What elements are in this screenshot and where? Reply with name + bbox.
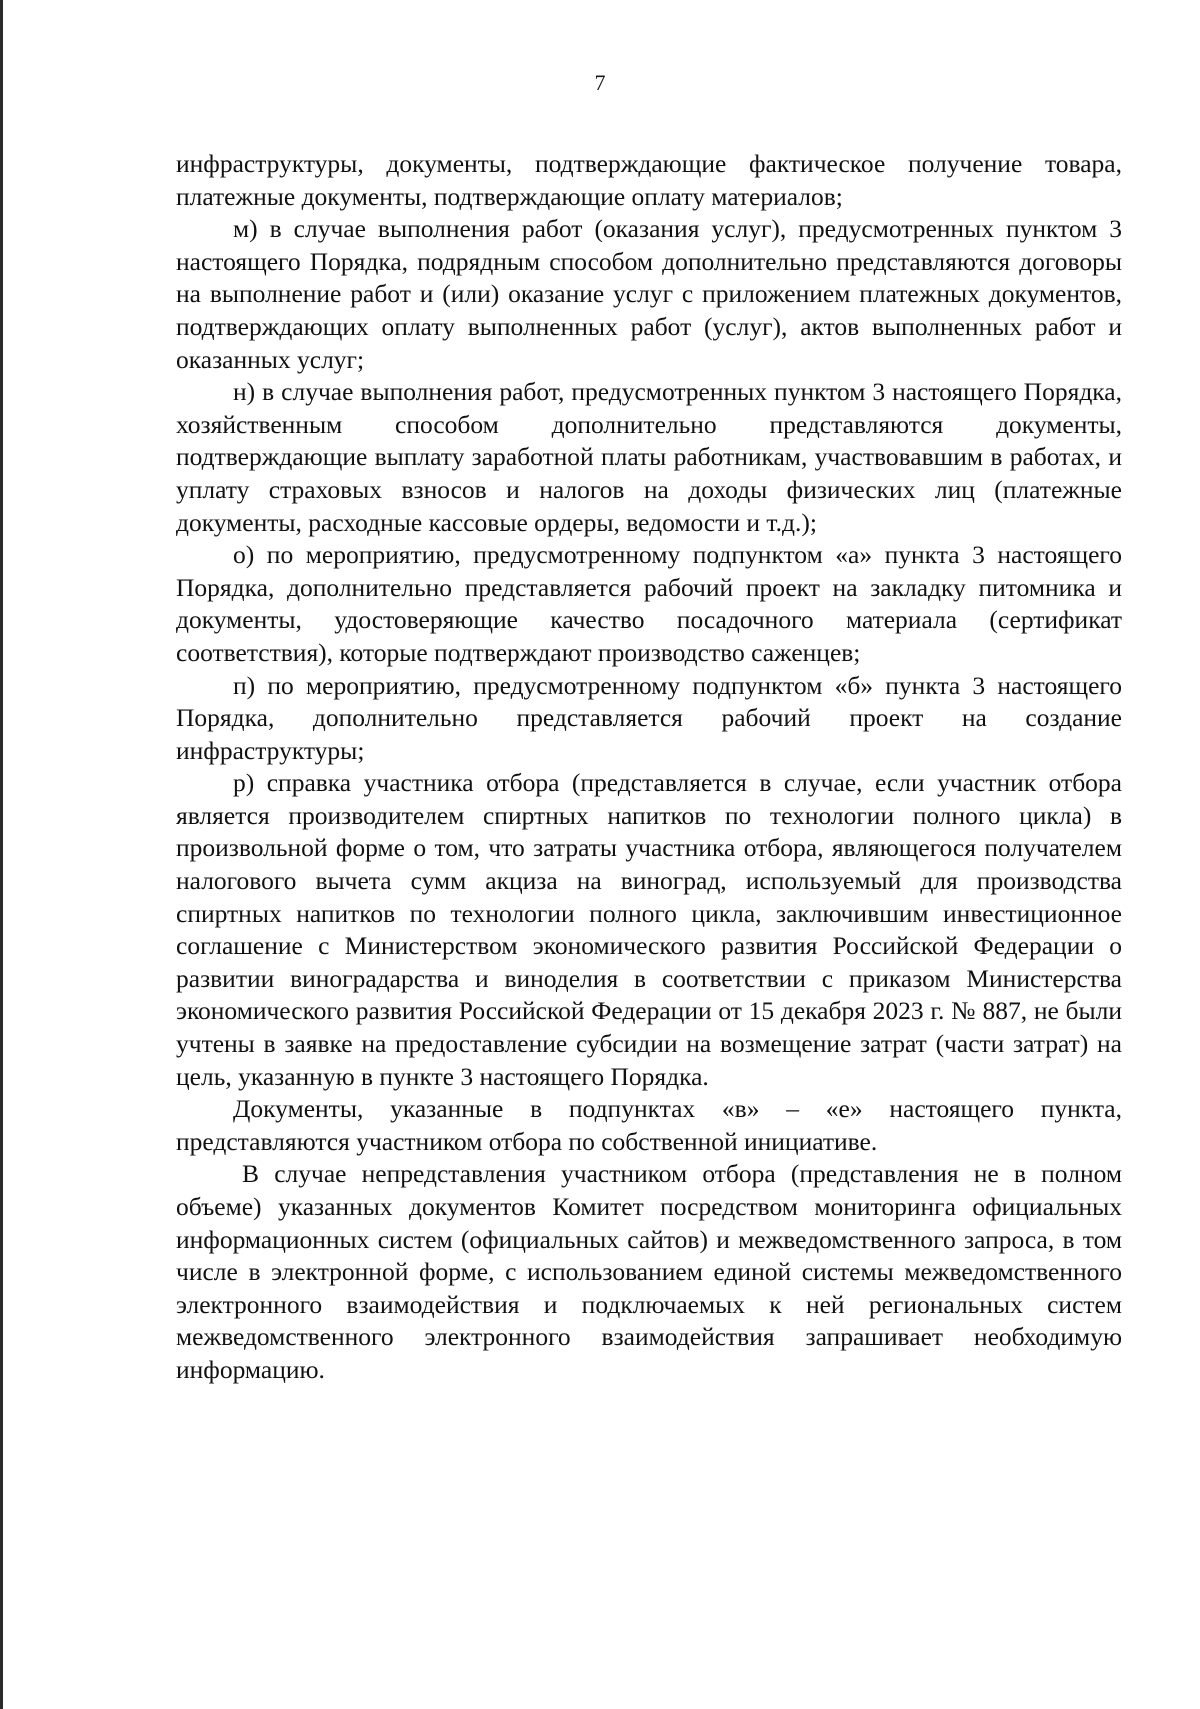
paragraph-item-p: п) по мероприятию, предусмотренному подпунктом «б» пункта 3 настоящего Порядка, дополнительно представляется рабочий проект на создание инфраструктуры;: [176, 670, 1122, 765]
paragraph-documents-note: Документы, указанные в подпунктах «в» – «е» настоящего пункта, представляются участником отбора по собственной инициативе.: [176, 1094, 1122, 1156]
paragraph-non-submission: В случае непредставления участником отбора (представления не в полном объеме) указанных документов Комитет посредством мониторинга официальных информационных систем (официальных сайтов) и межведомственного запроса, в том числе в электронной форме, с использованием единой системы межведомственного электронного взаимодействия и подключаемых к ней региональных систем межведомственного электронного взаимодействия запрашивает необходимую информацию.: [176, 1159, 1122, 1384]
paragraph-item-o: о) по мероприятию, предусмотренному подпунктом «а» пункта 3 настоящего Порядка, дополнительно представляется рабочий проект на закладку питомника и документы, удостоверяющие качество посадочного материала (сертификат соответствия), которые подтверждают производство саженцев;: [176, 540, 1122, 667]
paragraph-item-n: н) в случае выполнения работ, предусмотренных пунктом 3 настоящего Порядка, хозяйственным способом дополнительно представляются документы, подтверждающие выплату заработной платы работникам, участвовавшим в работах, и уплату страховых взносов и налогов на доходы физических лиц (платежные документы, расходные кассовые ордеры, ведомости и т.д.);: [176, 377, 1122, 537]
paragraph-continuation: инфраструктуры, документы, подтверждающие фактическое получение товара, платежные документы, подтверждающие оплату материалов;: [176, 149, 1122, 211]
scan-edge: [0, 0, 3, 1709]
page-number: 7: [594, 70, 606, 95]
paragraph-item-m: м) в случае выполнения работ (оказания услуг), предусмотренных пунктом 3 настоящего Порядка, подрядным способом дополнительно представляются договоры на выполнение работ и (или) оказание услуг с приложением платежных документов, подтверждающих оплату выполненных работ (услуг), актов выполненных работ и оказанных услуг;: [176, 214, 1122, 374]
document-body: [176, 148, 1122, 1387]
paragraph-item-r: р) справка участника отбора (представляется в случае, если участник отбора является производителем спиртных напитков по технологии полного цикла) в произвольной форме о том, что затраты участника отбора, являющегося получателем налогового вычета сумм акциза на виноград, используемый для производства спиртных напитков по технологии полного цикла, заключившим инвестиционное соглашение с Министерством экономического развития Российской Федерации о развитии виноградарства и виноделия в соответствии с приказом Министерства экономического развития Российской Федерации от 15 декабря 2023 г. № 887, не были учтены в заявке на предоставление субсидии на возмещение затрат (части затрат) на цель, указанную в пункте 3 настоящего Порядка.: [176, 768, 1122, 1091]
